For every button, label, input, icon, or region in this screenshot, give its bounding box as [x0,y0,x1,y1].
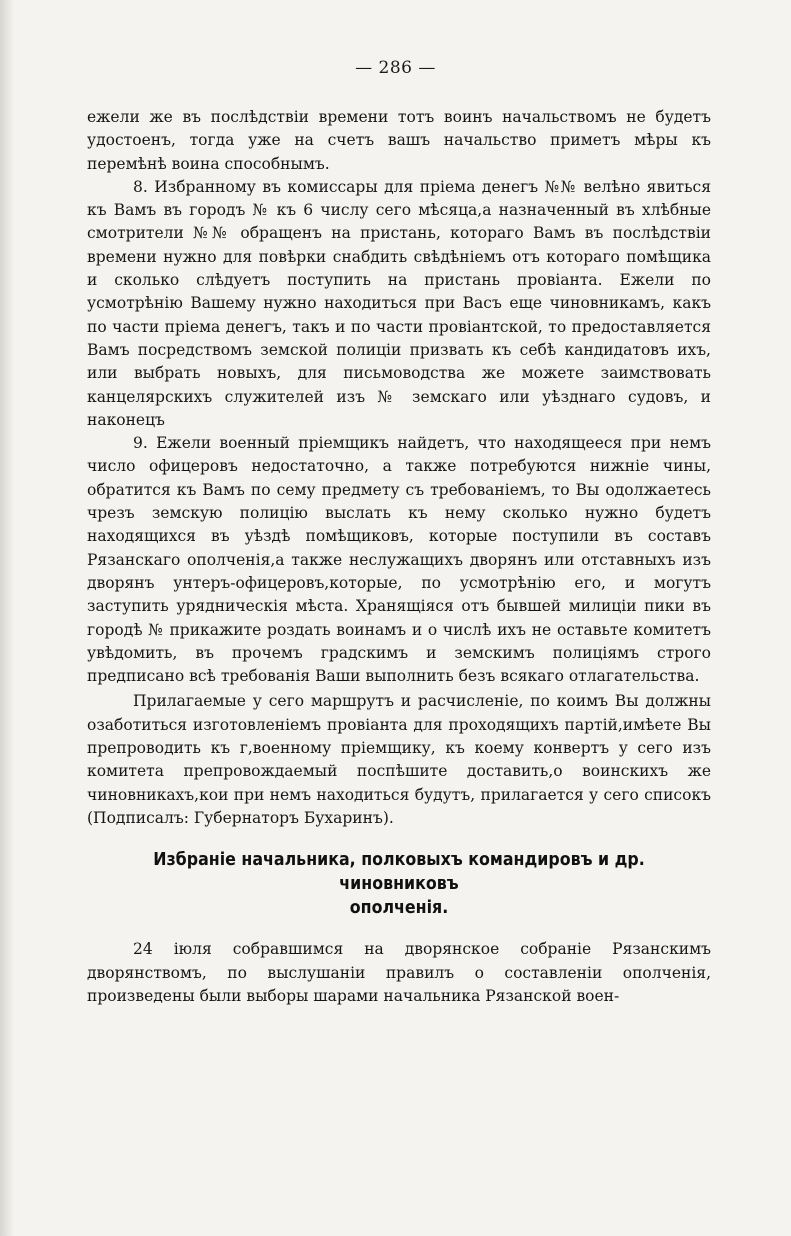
page-gutter-shadow [0,0,14,1236]
section-heading-line1: Избраніе начальника, полковыхъ командировъ и др. чиновниковъ [153,849,645,895]
section-heading-line2: ополченія. [349,897,449,919]
paragraph-item-8: 8. Избранному въ комиссары для пріема денегъ №№ велѣно явиться къ Вамъ въ городъ № къ 6 числу сего мѣсяца,а назначенный въ хлѣбные смотрители №№ обращенъ на пристань, котораго Вамъ въ послѣдствіи времени нужно для повѣрки снабдить свѣдѣніемъ отъ котораго помѣщика и сколько слѣдуетъ поступить на пристань провіанта. Ежели по усмотрѣнію Вашему нужно находиться при Васъ еще чиновникамъ, какъ по части пріема денегъ, такъ и по части провіантской, то предоставляется Вамъ посредствомъ земской полиціи призвать къ себѣ кандидатовъ ихъ, или выбрать новыхъ, для письмоводства же можете заимствовать канцелярскихъ служителей изъ № земскаго или уѣзднаго судовъ, и наконецъ [87,177,711,429]
document-body [87,106,711,1008]
paragraph-item-9: 9. Ежели военный пріемщикъ найдетъ, что находящееся при немъ число офицеровъ недостаточно, а также потребуются нижніе чины, обратится къ Вамъ по сему предмету съ требованіемъ, то Вы одолжаетесь чрезъ земскую полицію выслать къ нему сколько нужно будетъ находящихся въ уѣздѣ помѣщиковъ, которые поступили въ составъ Рязанскаго ополченія,а также неслужащихъ дворянъ или отставныхъ изъ дворянъ унтеръ-офицеровъ,которые, по усмотрѣнію его, и могутъ заступить урядническія мѣста. Хранящіяся отъ бывшей милиціи пики въ городѣ № прикажите роздать воинамъ и о числѣ ихъ не оставьте комитетъ увѣдомить, въ прочемъ градскимъ и земскимъ полиціямъ строго предписано всѣ требованія Ваши выполнить безъ всякаго отлагательства. [87,434,711,686]
section-heading [124,848,673,920]
paragraph-july-24: 24 іюля собравшимся на дворянское собраніе Рязанскимъ дворянствомъ, по выслушаніи правилъ о составленіи ополченія, произведены были выборы шарами начальника Рязанской воен- [87,940,711,1005]
page-number: — 286 — [355,58,436,78]
paragraph-continuation: ежели же въ послѣдствіи времени тотъ воинъ начальствомъ не будетъ удостоенъ, тогда уже на счетъ вашъ начальство приметъ мѣры къ перемѣнѣ воина способнымъ. [87,108,711,173]
paragraph-attachments: Прилагаемые у сего маршрутъ и расчисленіе, по коимъ Вы должны озаботиться изготовленіемъ провіанта для проходящихъ партій,имѣете Вы препроводить къ г,военному пріемщику, къ коему конвертъ у сего изъ комитета препровождаемый поспѣшите доставить,о воинскихъ же чиновникахъ,кои при немъ находиться будутъ, прилагается у сего списокъ (Подписалъ: Губернаторъ Бухаринъ). [87,692,711,827]
